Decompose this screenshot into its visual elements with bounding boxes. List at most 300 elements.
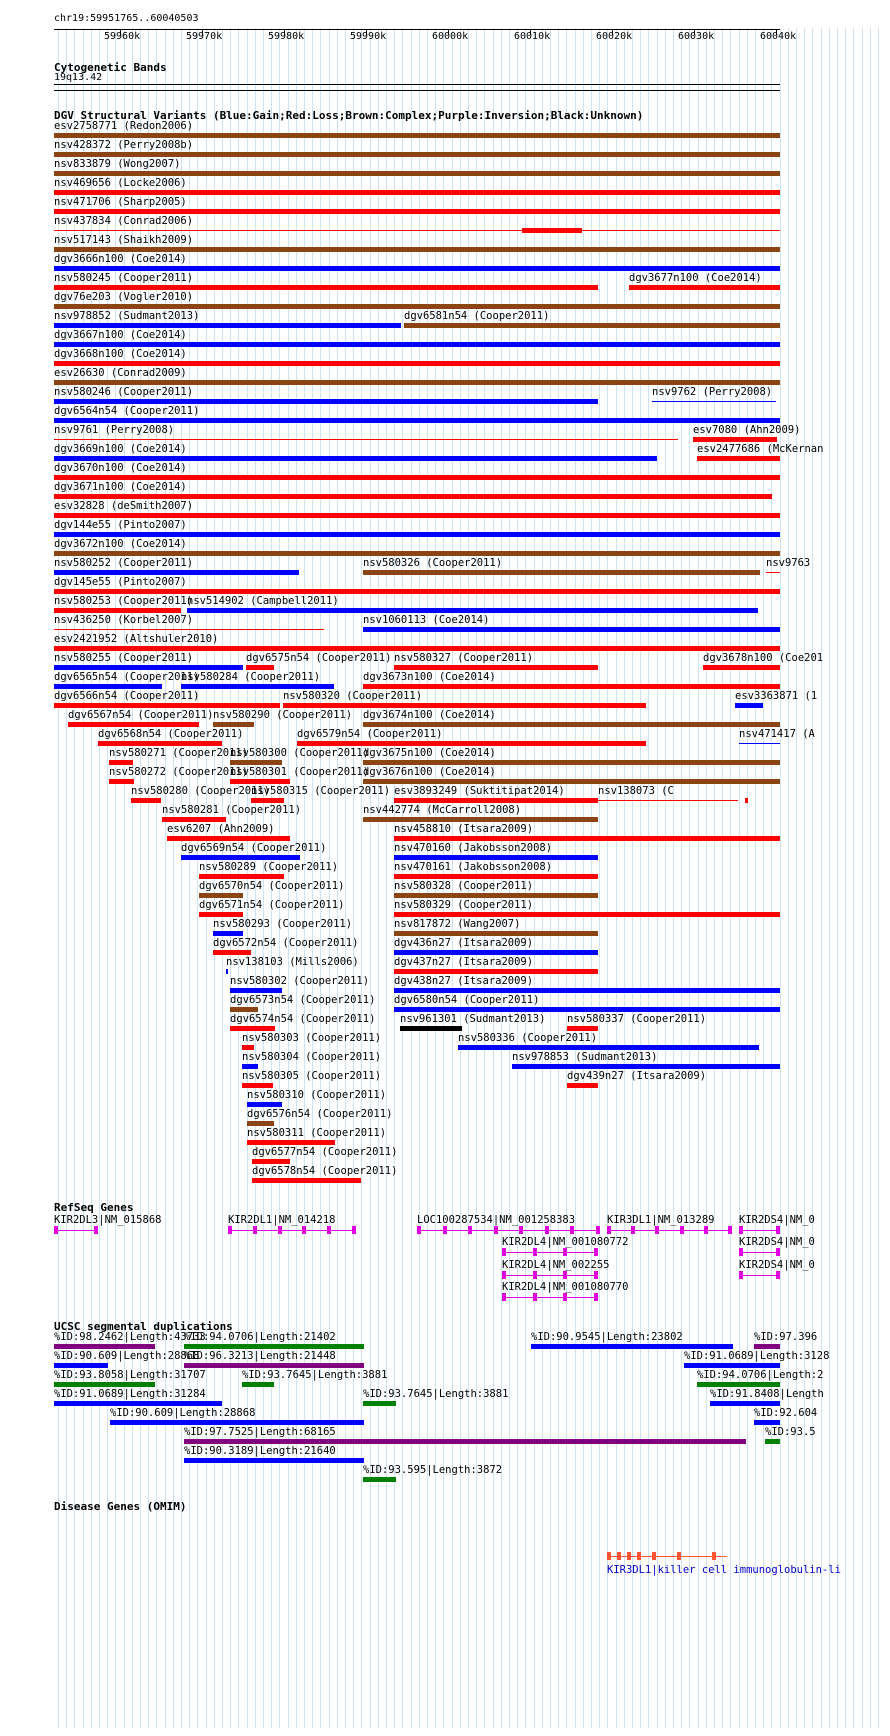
gene-exon bbox=[502, 1248, 506, 1256]
variant-label[interactable]: dgv6570n54 (Cooper2011) bbox=[199, 880, 345, 892]
variant-bar[interactable] bbox=[363, 722, 780, 727]
segdup-bar[interactable] bbox=[363, 1477, 396, 1482]
variant-bar[interactable] bbox=[199, 893, 243, 898]
variant-bar[interactable] bbox=[697, 456, 780, 461]
variant-label[interactable]: nsv1060113 (Coe2014) bbox=[363, 614, 490, 626]
variant-label[interactable]: dgv6573n54 (Cooper2011) bbox=[230, 994, 376, 1006]
gene-exon bbox=[94, 1226, 98, 1234]
variant-bar[interactable] bbox=[54, 209, 780, 214]
variant-label[interactable]: nsv580305 (Cooper2011) bbox=[242, 1070, 382, 1082]
variant-label[interactable]: dgv6574n54 (Cooper2011) bbox=[230, 1013, 376, 1025]
segdup-label[interactable]: %ID:93.595|Length:3872 bbox=[363, 1464, 503, 1476]
variant-bar[interactable] bbox=[54, 323, 401, 328]
variant-bar[interactable] bbox=[54, 703, 280, 708]
variant-bar[interactable] bbox=[567, 1083, 598, 1088]
variant-bar[interactable] bbox=[54, 304, 780, 309]
gene-label[interactable]: KIR3DL1|NM_013289 bbox=[607, 1214, 715, 1226]
cyto-title: Cytogenetic Bands bbox=[54, 61, 167, 74]
segdup-bar[interactable] bbox=[184, 1458, 364, 1463]
segdup-label[interactable]: %ID:92.604 bbox=[754, 1407, 818, 1419]
segdup-label[interactable]: %ID:90.609|Length:28868 bbox=[110, 1407, 256, 1419]
gene-label[interactable]: KIR2DL4|NM_001080770 bbox=[502, 1281, 629, 1293]
segdup-label[interactable]: %ID:93.5 bbox=[765, 1426, 816, 1438]
variant-label[interactable]: dgv6581n54 (Cooper2011) bbox=[404, 310, 550, 322]
variant-bar[interactable] bbox=[242, 1045, 254, 1050]
variant-bar[interactable] bbox=[54, 266, 780, 271]
variant-bar[interactable] bbox=[230, 779, 290, 784]
variant-label[interactable]: nsv978852 (Sudmant2013) bbox=[54, 310, 200, 322]
omim-exon bbox=[627, 1552, 631, 1560]
variant-bar[interactable] bbox=[297, 741, 646, 746]
variant-label[interactable]: dgv6577n54 (Cooper2011) bbox=[252, 1146, 398, 1158]
variant-bar[interactable] bbox=[54, 247, 780, 252]
variant-label[interactable]: nsv514902 (Campbell2011) bbox=[187, 595, 339, 607]
variant-label[interactable]: esv2758771 (Redon2006) bbox=[54, 120, 194, 132]
variant-bar[interactable] bbox=[247, 1102, 282, 1107]
grid-line bbox=[304, 28, 305, 1728]
segdup-label[interactable]: %ID:97.396 bbox=[754, 1331, 818, 1343]
variant-label[interactable]: dgv3678n100 (Coe201 bbox=[703, 652, 824, 664]
segdup-label[interactable]: %ID:94.0706|Length:2 bbox=[697, 1369, 824, 1381]
cyto-band: 19q13.42 bbox=[54, 72, 103, 83]
variant-label[interactable]: dgv437n27 (Itsara2009) bbox=[394, 956, 534, 968]
variant-label[interactable]: dgv3671n100 (Coe2014) bbox=[54, 481, 187, 493]
variant-label[interactable]: dgv3672n100 (Coe2014) bbox=[54, 538, 187, 550]
variant-label[interactable]: dgv3669n100 (Coe2014) bbox=[54, 443, 187, 455]
variant-bar[interactable] bbox=[54, 361, 780, 366]
variant-bar[interactable] bbox=[54, 456, 657, 461]
gene-label[interactable]: KIR2DS4|NM_0 bbox=[739, 1236, 815, 1248]
segdup-bar[interactable] bbox=[184, 1439, 746, 1444]
variant-bar[interactable] bbox=[363, 817, 598, 822]
variant-bar[interactable] bbox=[394, 855, 598, 860]
variant-label[interactable]: nsv580320 (Cooper2011) bbox=[283, 690, 423, 702]
variant-bar[interactable] bbox=[54, 190, 780, 195]
variant-bar[interactable] bbox=[54, 399, 598, 404]
variant-label[interactable]: dgv6568n54 (Cooper2011) bbox=[98, 728, 244, 740]
segdup-label[interactable]: %ID:90.609|Length:28868 bbox=[54, 1350, 200, 1362]
variant-bar[interactable] bbox=[693, 437, 777, 442]
gene-glyph[interactable] bbox=[54, 1226, 98, 1234]
variant-label[interactable]: dgv76e203 (Vogler2010) bbox=[54, 291, 194, 303]
variant-label[interactable]: nsv580336 (Cooper2011) bbox=[458, 1032, 598, 1044]
segdup-label[interactable]: %ID:90.3189|Length:21640 bbox=[184, 1445, 336, 1457]
variant-label[interactable]: nsv9762 (Perry2008) bbox=[652, 386, 773, 398]
grid-line bbox=[837, 28, 838, 1728]
variant-label[interactable]: dgv6576n54 (Cooper2011) bbox=[247, 1108, 393, 1120]
variant-bar[interactable] bbox=[394, 874, 598, 879]
variant-label[interactable]: dgv6566n54 (Cooper2011) bbox=[54, 690, 200, 702]
variant-label[interactable]: nsv580329 (Cooper2011) bbox=[394, 899, 534, 911]
gene-intron bbox=[502, 1275, 598, 1276]
segdup-label[interactable]: %ID:91.0689|Length:3128 bbox=[684, 1350, 830, 1362]
variant-label[interactable]: nsv580272 (Cooper2011) bbox=[109, 766, 249, 778]
variant-label[interactable]: nsv580304 (Cooper2011) bbox=[242, 1051, 382, 1063]
ruler-tick-label: 60020k bbox=[596, 31, 633, 42]
variant-label[interactable]: nsv580303 (Cooper2011) bbox=[242, 1032, 382, 1044]
segdup-bar[interactable] bbox=[242, 1382, 274, 1387]
variant-bar[interactable] bbox=[54, 133, 780, 138]
variant-bar[interactable] bbox=[703, 665, 780, 670]
variant-label[interactable]: nsv580326 (Cooper2011) bbox=[363, 557, 503, 569]
variant-bar[interactable] bbox=[394, 1007, 780, 1012]
grid-line bbox=[616, 28, 617, 1728]
variant-bar[interactable] bbox=[54, 342, 780, 347]
variant-label[interactable]: nsv833879 (Wong2007) bbox=[54, 158, 181, 170]
variant-bar[interactable] bbox=[230, 1026, 275, 1031]
variant-label[interactable]: dgv6567n54 (Cooper2011) bbox=[68, 709, 214, 721]
variant-label[interactable]: nsv580311 (Cooper2011) bbox=[247, 1127, 387, 1139]
gene-glyph[interactable] bbox=[739, 1271, 780, 1279]
segdup-label[interactable]: %ID:93.7645|Length:3881 bbox=[242, 1369, 388, 1381]
variant-bar[interactable] bbox=[394, 950, 598, 955]
variant-label[interactable]: esv2477686 (McKernan bbox=[697, 443, 824, 455]
variant-bar[interactable] bbox=[394, 988, 780, 993]
variant-label[interactable]: esv3893249 (Suktitipat2014) bbox=[394, 785, 565, 797]
variant-bar[interactable] bbox=[363, 779, 780, 784]
variant-label[interactable]: nsv580281 (Cooper2011) bbox=[162, 804, 302, 816]
variant-bar[interactable] bbox=[394, 893, 598, 898]
segdup-label[interactable]: %ID:96.3213|Length:21448 bbox=[184, 1350, 336, 1362]
variant-bar[interactable] bbox=[54, 285, 598, 290]
segdup-bar[interactable] bbox=[184, 1344, 364, 1349]
variant-label[interactable]: dgv6565n54 (Cooper2011) bbox=[54, 671, 200, 683]
segdup-bar[interactable] bbox=[754, 1420, 780, 1425]
segdup-bar[interactable] bbox=[54, 1363, 108, 1368]
variant-label[interactable]: nsv580289 (Cooper2011) bbox=[199, 861, 339, 873]
omim-exon bbox=[652, 1552, 656, 1560]
variant-label[interactable]: nsv471417 (A bbox=[739, 728, 815, 740]
variant-bar[interactable] bbox=[512, 1064, 780, 1069]
variant-bar[interactable] bbox=[283, 703, 646, 708]
variant-label[interactable]: dgv6579n54 (Cooper2011) bbox=[297, 728, 443, 740]
variant-label[interactable]: nsv580302 (Cooper2011) bbox=[230, 975, 370, 987]
segdup-bar[interactable] bbox=[531, 1344, 733, 1349]
variant-bar[interactable] bbox=[98, 741, 222, 746]
variant-label[interactable]: nsv9763 bbox=[766, 557, 811, 569]
variant-bar[interactable] bbox=[230, 760, 282, 765]
variant-label[interactable]: nsv580300 (Cooper2011) bbox=[230, 747, 370, 759]
variant-label[interactable]: nsv580252 (Cooper2011) bbox=[54, 557, 194, 569]
variant-bar[interactable] bbox=[162, 817, 226, 822]
gene-label[interactable]: KIR2DL3|NM_015868 bbox=[54, 1214, 162, 1226]
variant-label[interactable]: nsv436250 (Korbel2007) bbox=[54, 614, 194, 626]
variant-label[interactable]: dgv3676n100 (Coe2014) bbox=[363, 766, 496, 778]
variant-label[interactable]: nsv437834 (Conrad2006) bbox=[54, 215, 194, 227]
dgv-title: DGV Structural Variants (Blue:Gain;Red:Loss;Brown:Complex;Purple:Inversion;Black:Unknown) bbox=[54, 109, 644, 122]
variant-label[interactable]: nsv138103 (Mills2006) bbox=[226, 956, 359, 968]
variant-label[interactable]: dgv3668n100 (Coe2014) bbox=[54, 348, 187, 360]
variant-bar[interactable] bbox=[230, 988, 282, 993]
gene-exon bbox=[563, 1271, 567, 1279]
variant-bar[interactable] bbox=[598, 800, 738, 801]
variant-bar[interactable] bbox=[404, 323, 780, 328]
variant-bar[interactable] bbox=[363, 570, 760, 575]
omim-gene-glyph[interactable] bbox=[607, 1552, 727, 1560]
grid-line bbox=[329, 28, 330, 1728]
variant-label[interactable]: dgv3677n100 (Coe2014) bbox=[629, 272, 762, 284]
segdup-label[interactable]: %ID:90.9545|Length:23802 bbox=[531, 1331, 683, 1343]
ruler-tick-label: 59980k bbox=[268, 31, 305, 42]
variant-bar[interactable] bbox=[181, 855, 300, 860]
variant-label[interactable]: nsv470161 (Jakobsson2008) bbox=[394, 861, 553, 873]
variant-label[interactable]: dgv3673n100 (Coe2014) bbox=[363, 671, 496, 683]
variant-bar[interactable] bbox=[242, 1064, 258, 1069]
gene-glyph[interactable] bbox=[417, 1226, 600, 1234]
variant-bar[interactable] bbox=[54, 684, 162, 689]
variant-label[interactable]: dgv3670n100 (Coe2014) bbox=[54, 462, 187, 474]
variant-bar[interactable] bbox=[109, 779, 134, 784]
variant-label[interactable]: dgv3667n100 (Coe2014) bbox=[54, 329, 187, 341]
variant-bar[interactable] bbox=[54, 380, 780, 385]
grid-line bbox=[599, 28, 600, 1728]
variant-bar[interactable] bbox=[247, 1140, 335, 1145]
gene-glyph[interactable] bbox=[739, 1248, 780, 1256]
segdup-label[interactable]: %ID:97.7525|Length:68165 bbox=[184, 1426, 336, 1438]
variant-label[interactable]: dgv6575n54 (Cooper2011) bbox=[246, 652, 392, 664]
variant-label[interactable]: nsv580301 (Cooper2011) bbox=[230, 766, 370, 778]
grid-line bbox=[771, 28, 772, 1728]
variant-bar[interactable] bbox=[745, 798, 748, 803]
variant-bar[interactable] bbox=[131, 798, 161, 803]
segdup-bar[interactable] bbox=[54, 1344, 155, 1349]
variant-bar[interactable] bbox=[394, 912, 780, 917]
segdup-bar[interactable] bbox=[54, 1382, 155, 1387]
variant-label[interactable]: dgv6571n54 (Cooper2011) bbox=[199, 899, 345, 911]
variant-bar[interactable] bbox=[394, 969, 598, 974]
variant-bar[interactable] bbox=[54, 646, 780, 651]
variant-bar[interactable] bbox=[54, 629, 324, 630]
variant-label[interactable]: esv2421952 (Altshuler2010) bbox=[54, 633, 219, 645]
gene-exon bbox=[502, 1293, 506, 1301]
variant-label[interactable]: nsv580284 (Cooper2011) bbox=[181, 671, 321, 683]
gene-exon bbox=[327, 1226, 331, 1234]
gene-label[interactable]: LOC100287534|NM_001258383 bbox=[417, 1214, 576, 1226]
variant-bar[interactable] bbox=[247, 1121, 274, 1126]
gene-exon bbox=[607, 1226, 611, 1234]
variant-label[interactable]: dgv438n27 (Itsara2009) bbox=[394, 975, 534, 987]
variant-bar[interactable] bbox=[394, 798, 598, 803]
variant-label[interactable]: nsv580253 (Cooper2011) bbox=[54, 595, 194, 607]
variant-label[interactable]: nsv470160 (Jakobsson2008) bbox=[394, 842, 553, 854]
variant-bar[interactable] bbox=[54, 608, 181, 613]
variant-label[interactable]: dgv439n27 (Itsara2009) bbox=[567, 1070, 707, 1082]
variant-bar[interactable] bbox=[363, 684, 780, 689]
variant-label[interactable]: nsv978853 (Sudmant2013) bbox=[512, 1051, 658, 1063]
segdup-label[interactable]: %ID:94.0706|Length:21402 bbox=[184, 1331, 336, 1343]
gene-glyph[interactable] bbox=[607, 1226, 732, 1234]
variant-bar[interactable] bbox=[54, 152, 780, 157]
gene-exon bbox=[54, 1226, 58, 1234]
gene-label[interactable]: KIR2DS4|NM_0 bbox=[739, 1259, 815, 1271]
segdup-bar[interactable] bbox=[697, 1382, 780, 1387]
variant-label[interactable]: nsv580271 (Cooper2011) bbox=[109, 747, 249, 759]
variant-bar[interactable] bbox=[242, 1083, 273, 1088]
variant-bar[interactable] bbox=[54, 230, 780, 231]
variant-label[interactable]: esv7080 (Ahn2009) bbox=[693, 424, 801, 436]
variant-bar[interactable] bbox=[109, 760, 133, 765]
grid-line bbox=[829, 28, 830, 1728]
variant-label[interactable]: esv26630 (Conrad2009) bbox=[54, 367, 187, 379]
variant-label[interactable]: nsv580245 (Cooper2011) bbox=[54, 272, 194, 284]
gene-label[interactable]: KIR2DL1|NM_014218 bbox=[228, 1214, 336, 1226]
gene-exon bbox=[594, 1271, 598, 1279]
variant-label[interactable]: nsv458810 (Itsara2009) bbox=[394, 823, 534, 835]
segdup-label[interactable]: %ID:98.2462|Length:43733 bbox=[54, 1331, 206, 1343]
variant-bar[interactable] bbox=[252, 1159, 290, 1164]
variant-bar[interactable] bbox=[54, 418, 780, 423]
variant-label[interactable]: esv3363871 (1 bbox=[735, 690, 818, 702]
variant-label[interactable]: nsv442774 (McCarroll2008) bbox=[363, 804, 522, 816]
variant-bar[interactable] bbox=[766, 572, 780, 573]
segdup-label[interactable]: %ID:91.0689|Length:31284 bbox=[54, 1388, 206, 1400]
gene-intron bbox=[739, 1252, 780, 1253]
variant-bar[interactable] bbox=[54, 439, 678, 440]
gene-glyph[interactable] bbox=[739, 1226, 780, 1234]
variant-bar[interactable] bbox=[522, 228, 582, 233]
variant-bar[interactable] bbox=[213, 950, 251, 955]
variant-bar[interactable] bbox=[54, 589, 780, 594]
variant-bar[interactable] bbox=[230, 1007, 258, 1012]
variant-label[interactable]: nsv9761 (Perry2008) bbox=[54, 424, 175, 436]
gene-glyph[interactable] bbox=[502, 1271, 598, 1279]
grid-line bbox=[624, 28, 625, 1728]
variant-bar[interactable] bbox=[226, 969, 228, 974]
variant-label[interactable]: dgv6572n54 (Cooper2011) bbox=[213, 937, 359, 949]
variant-bar[interactable] bbox=[567, 1026, 598, 1031]
variant-label[interactable]: dgv6564n54 (Cooper2011) bbox=[54, 405, 200, 417]
variant-bar[interactable] bbox=[363, 760, 780, 765]
variant-bar[interactable] bbox=[54, 551, 780, 556]
grid-line bbox=[763, 28, 764, 1728]
variant-bar[interactable] bbox=[199, 912, 243, 917]
grid-line bbox=[312, 28, 313, 1728]
omim-exon bbox=[607, 1552, 611, 1560]
variant-label[interactable]: dgv436n27 (Itsara2009) bbox=[394, 937, 534, 949]
variant-label[interactable]: dgv144e55 (Pinto2007) bbox=[54, 519, 187, 531]
variant-bar[interactable] bbox=[363, 627, 780, 632]
segdup-bar[interactable] bbox=[110, 1420, 364, 1425]
variant-bar[interactable] bbox=[652, 401, 776, 402]
segdup-bar[interactable] bbox=[765, 1439, 780, 1444]
gene-label[interactable]: KIR2DL4|NM_002255 bbox=[502, 1259, 610, 1271]
variant-bar[interactable] bbox=[54, 513, 780, 518]
ruler-tick-label: 60040k bbox=[760, 31, 797, 42]
variant-bar[interactable] bbox=[252, 1178, 361, 1183]
variant-bar[interactable] bbox=[54, 494, 772, 499]
variant-bar[interactable] bbox=[739, 743, 780, 744]
variant-label[interactable]: nsv580315 (Cooper2011) bbox=[251, 785, 391, 797]
variant-label[interactable]: nsv580280 (Cooper2011) bbox=[131, 785, 271, 797]
variant-label[interactable]: nsv817872 (Wang2007) bbox=[394, 918, 521, 930]
cyto-line-2 bbox=[54, 90, 780, 91]
variant-label[interactable]: nsv428372 (Perry2008b) bbox=[54, 139, 194, 151]
gene-exon bbox=[545, 1226, 549, 1234]
variant-bar[interactable] bbox=[167, 836, 290, 841]
variant-bar[interactable] bbox=[394, 931, 598, 936]
variant-label[interactable]: dgv3675n100 (Coe2014) bbox=[363, 747, 496, 759]
variant-label[interactable]: nsv580327 (Cooper2011) bbox=[394, 652, 534, 664]
gene-glyph[interactable] bbox=[502, 1248, 598, 1256]
variant-label[interactable]: nsv469656 (Locke2006) bbox=[54, 177, 187, 189]
variant-label[interactable]: dgv3674n100 (Coe2014) bbox=[363, 709, 496, 721]
variant-label[interactable]: nsv580255 (Cooper2011) bbox=[54, 652, 194, 664]
segdup-bar[interactable] bbox=[710, 1401, 780, 1406]
variant-bar[interactable] bbox=[213, 722, 254, 727]
variant-label[interactable]: esv32828 (deSmith2007) bbox=[54, 500, 194, 512]
variant-label[interactable]: esv6207 (Ahn2009) bbox=[167, 823, 275, 835]
omim-gene-label[interactable]: KIR3DL1|killer cell immunoglobulin-li bbox=[607, 1564, 841, 1576]
variant-bar[interactable] bbox=[246, 665, 274, 670]
variant-bar[interactable] bbox=[54, 171, 780, 176]
gene-intron bbox=[739, 1230, 780, 1231]
variant-label[interactable]: nsv471706 (Sharp2005) bbox=[54, 196, 187, 208]
gene-exon bbox=[594, 1293, 598, 1301]
variant-bar[interactable] bbox=[199, 874, 284, 879]
variant-label[interactable]: nsv580290 (Cooper2011) bbox=[213, 709, 353, 721]
variant-bar[interactable] bbox=[54, 532, 780, 537]
omim-title: Disease Genes (OMIM) bbox=[54, 1500, 187, 1513]
variant-label[interactable]: nsv580337 (Cooper2011) bbox=[567, 1013, 707, 1025]
variant-label[interactable]: nsv961301 (Sudmant2013) bbox=[400, 1013, 546, 1025]
gene-exon bbox=[417, 1226, 421, 1234]
gene-glyph[interactable] bbox=[502, 1293, 598, 1301]
segdup-bar[interactable] bbox=[684, 1363, 780, 1368]
segdup-bar[interactable] bbox=[363, 1401, 396, 1406]
variant-label[interactable]: nsv138073 (C bbox=[598, 785, 674, 797]
variant-bar[interactable] bbox=[54, 475, 780, 480]
variant-label[interactable]: nsv580293 (Cooper2011) bbox=[213, 918, 353, 930]
variant-bar[interactable] bbox=[629, 285, 780, 290]
variant-bar[interactable] bbox=[54, 665, 243, 670]
variant-bar[interactable] bbox=[458, 1045, 759, 1050]
variant-label[interactable]: nsv580328 (Cooper2011) bbox=[394, 880, 534, 892]
gene-exon bbox=[776, 1248, 780, 1256]
variant-bar[interactable] bbox=[400, 1026, 462, 1031]
segdup-bar[interactable] bbox=[54, 1401, 222, 1406]
variant-label[interactable]: dgv6569n54 (Cooper2011) bbox=[181, 842, 327, 854]
variant-label[interactable]: dgv6580n54 (Cooper2011) bbox=[394, 994, 540, 1006]
variant-label[interactable]: dgv3666n100 (Coe2014) bbox=[54, 253, 187, 265]
variant-bar[interactable] bbox=[54, 570, 299, 575]
omim-exon bbox=[637, 1552, 641, 1560]
gene-glyph[interactable] bbox=[228, 1226, 356, 1234]
gene-label[interactable]: KIR2DS4|NM_0 bbox=[739, 1214, 815, 1226]
variant-label[interactable]: nsv517143 (Shaikh2009) bbox=[54, 234, 194, 246]
variant-bar[interactable] bbox=[735, 703, 763, 708]
variant-bar[interactable] bbox=[187, 608, 758, 613]
variant-bar[interactable] bbox=[213, 931, 243, 936]
variant-bar[interactable] bbox=[68, 722, 199, 727]
segdup-label[interactable]: %ID:91.8408|Length bbox=[710, 1388, 824, 1400]
variant-bar[interactable] bbox=[181, 684, 334, 689]
variant-bar[interactable] bbox=[394, 836, 780, 841]
variant-bar[interactable] bbox=[251, 798, 284, 803]
segdup-label[interactable]: %ID:93.7645|Length:3881 bbox=[363, 1388, 509, 1400]
variant-label[interactable]: dgv145e55 (Pinto2007) bbox=[54, 576, 187, 588]
grid-line bbox=[853, 28, 854, 1728]
segdup-bar[interactable] bbox=[184, 1363, 364, 1368]
segdup-bar[interactable] bbox=[754, 1344, 780, 1349]
gene-label[interactable]: KIR2DL4|NM_001080772 bbox=[502, 1236, 629, 1248]
grid-line bbox=[862, 28, 863, 1728]
grid-line bbox=[845, 28, 846, 1728]
variant-label[interactable]: nsv580246 (Cooper2011) bbox=[54, 386, 194, 398]
segdup-label[interactable]: %ID:93.8058|Length:31707 bbox=[54, 1369, 206, 1381]
variant-label[interactable]: nsv580310 (Cooper2011) bbox=[247, 1089, 387, 1101]
variant-bar[interactable] bbox=[394, 665, 598, 670]
variant-label[interactable]: dgv6578n54 (Cooper2011) bbox=[252, 1165, 398, 1177]
